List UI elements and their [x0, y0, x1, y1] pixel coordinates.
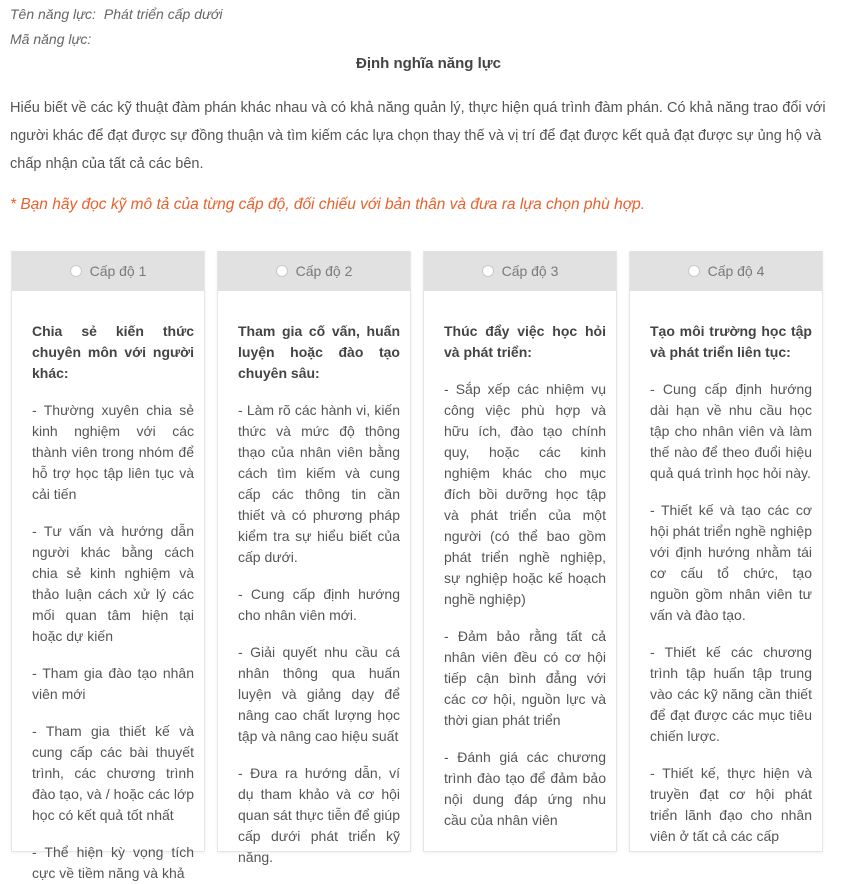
level-item: - Thiết kế, thực hiện và truyền đạt cơ hội phát triển lãnh đạo cho nhân viên ở tất cả các cấp	[650, 765, 812, 844]
level-label: Cấp độ 4	[707, 263, 765, 279]
level-item: - Đảm bảo rằng tất cả nhân viên đều có cơ hội tiếp cận bình đẳng với các cơ hội, nguồn lực và thời gian phát triển	[444, 628, 606, 728]
level-column-3	[423, 251, 617, 852]
radio-circle-icon[interactable]	[688, 265, 700, 277]
level-label: Cấp độ 2	[295, 263, 353, 279]
radio-circle-icon[interactable]	[482, 265, 494, 277]
level-option-1[interactable]	[12, 251, 204, 291]
level-item: - Tham gia thiết kế và cung cấp các bài thuyết trình, các chương trình đào tạo, và / hoặc các lớp học có kết quả tốt nhất	[32, 723, 194, 823]
level-item: - Tư vấn và hướng dẫn người khác bằng cách chia sẻ kinh nghiệm và thảo luận cách xử lý các mối quan tâm hiện tại hoặc dự kiến	[32, 523, 194, 644]
level-item: - Đánh giá các chương trình đào tạo để đảm bảo nội dung đáp ứng nhu cầu của nhân viên	[444, 749, 606, 828]
level-item: - Sắp xếp các nhiệm vụ công việc phù hợp và hữu ích, đào tạo chính quy, hoặc các kinh nghiệm khác cho mục đích bồi dưỡng học tập và phát triển của một người (có thể bao gồm phát triển nghề nghiệp, sự nghiệp hoặc kế hoạch nghề nghiệp)	[444, 381, 606, 607]
level-body	[630, 291, 822, 847]
level-item: - Thường xuyên chia sẻ kinh nghiệm với các thành viên trong nhóm để hỗ trợ học tập liên tục và cải tiến	[32, 402, 194, 502]
level-item: - Làm rõ các hành vi, kiến thức và mức độ thông thạo của nhân viên bằng cách tìm kiếm và cung cấp các thông tin cần thiết và có phương pháp kiểm tra sự hiểu biết của cấp dưới.	[238, 402, 400, 565]
level-item: - Thiết kế và tạo các cơ hội phát triển nghề nghiệp với định hướng nhằm tái cơ cấu tổ chức, tạo nguồn gồm nhân viên tư vấn và đào tạo.	[650, 502, 812, 623]
level-item: - Cung cấp định hướng cho nhân viên mới.	[238, 586, 400, 623]
level-item: - Tham gia đào tạo nhân viên mới	[32, 665, 194, 702]
competency-code-label: Mã năng lực:	[10, 31, 92, 47]
level-column-1	[11, 251, 205, 881]
level-columns	[11, 251, 857, 881]
radio-circle-icon[interactable]	[276, 265, 288, 277]
definition-title: Định nghĩa năng lực	[355, 55, 502, 72]
level-item: - Đưa ra hướng dẫn, ví dụ tham khảo và cơ hội quan sát thực tiễn để giúp cấp dưới phát triển kỹ năng.	[238, 765, 400, 865]
level-column-4	[629, 251, 823, 852]
competency-code-line	[10, 31, 91, 47]
level-title: Tạo môi trường học tập và phát triển liên tục:	[650, 323, 812, 360]
definition-text: Hiểu biết về các kỹ thuật đàm phán khác nhau và có khả năng quản lý, thực hiện quá trình đàm phán. Có khả năng trao đổi với người khác để đạt được sự đồng thuận và tìm kiếm các lựa chọn thay thế và vị trí để đạt được kết quả đạt được sự ủng hộ và chấp nhận của tất cả các bên.	[10, 100, 826, 172]
level-option-2[interactable]	[218, 251, 410, 291]
level-column-2	[217, 251, 411, 865]
radio-circle-icon[interactable]	[70, 265, 82, 277]
competency-name-line	[10, 6, 222, 22]
competency-name-label: Tên năng lực:	[10, 6, 96, 22]
instruction-text: * Bạn hãy đọc kỹ mô tả của từng cấp độ, đối chiếu với bản thân và đưa ra lựa chọn phù hợp.	[10, 196, 646, 213]
level-title: Tham gia cố vấn, huấn luyện hoặc đào tạo chuyên sâu:	[238, 323, 400, 381]
level-label: Cấp độ 1	[89, 263, 147, 279]
level-item: - Cung cấp định hướng dài hạn về nhu cầu học tập cho nhân viên và làm thế nào để theo đuổi hiệu quả quá trình học hỏi này.	[650, 381, 812, 481]
level-label: Cấp độ 3	[501, 263, 559, 279]
competency-name-value: Phát triển cấp dưới	[103, 6, 223, 22]
level-title: Thúc đẩy việc học hỏi và phát triển:	[444, 323, 606, 360]
level-item: - Giải quyết nhu cầu cá nhân thông qua huấn luyện và giảng dạy để nâng cao chất lượng học tập và nâng cao hiệu suất	[238, 644, 400, 744]
level-option-3[interactable]	[424, 251, 616, 291]
level-body	[218, 291, 410, 868]
level-item: - Thể hiện kỳ vọng tích cực về tiềm năng và khả	[32, 844, 194, 881]
level-body	[424, 291, 616, 831]
level-item: - Thiết kế các chương trình tập huấn tập trung vào các kỹ năng cần thiết để đạt được các mục tiêu chiến lược.	[650, 644, 812, 744]
level-body	[12, 291, 204, 884]
level-option-4[interactable]	[630, 251, 822, 291]
level-title: Chia sẻ kiến thức chuyên môn với người khác:	[32, 323, 194, 381]
